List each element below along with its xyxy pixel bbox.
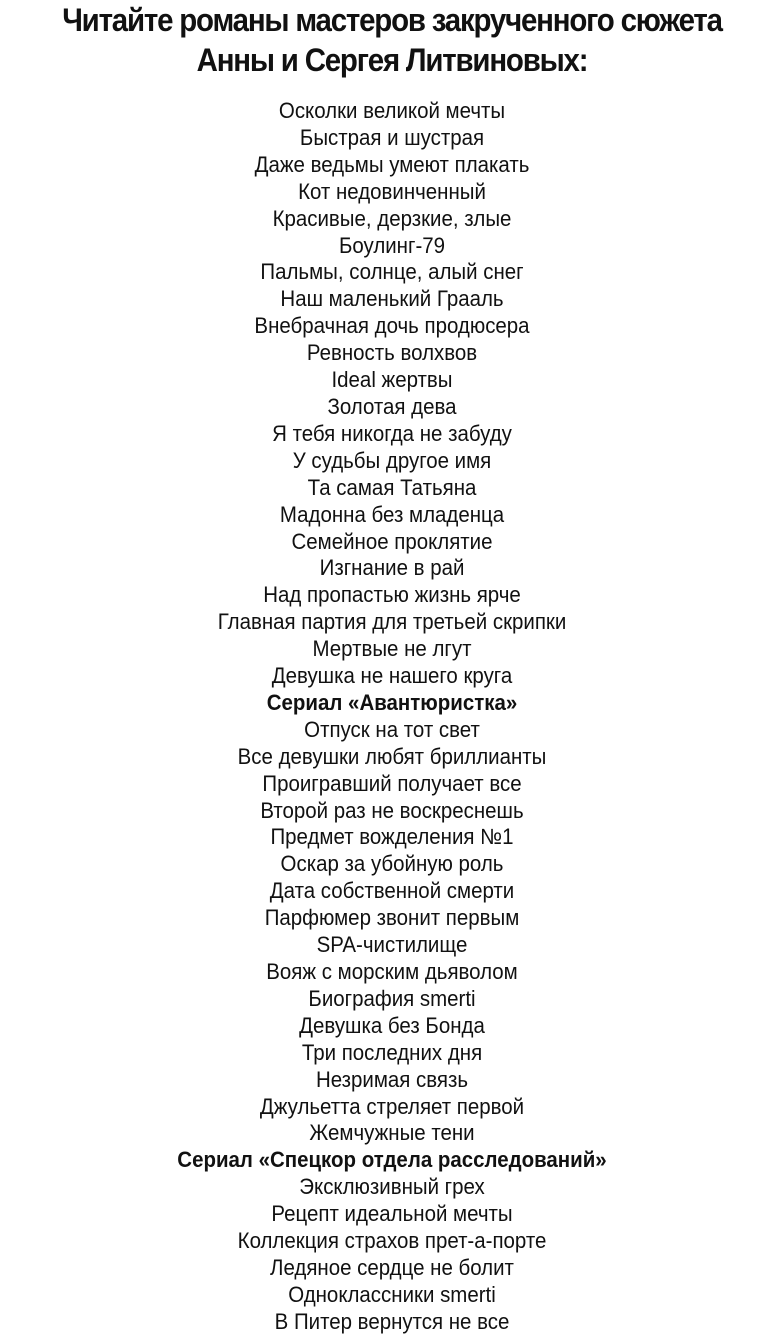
book-title: Три последних дня	[301, 1039, 483, 1065]
book-title: Ледяное сердце не болит	[270, 1254, 514, 1280]
book-title: Джульетта стреляет первой	[259, 1093, 525, 1119]
series-heading: Сериал «Авантюристка»	[266, 689, 518, 715]
book-title: Даже ведьмы умеют плакать	[254, 151, 530, 177]
book-title: У судьбы другое имя	[292, 447, 492, 473]
book-title-list	[0, 98, 784, 1336]
book-title: SPA-чистилище	[316, 932, 468, 958]
book-title: Эксклюзивный грех	[299, 1174, 485, 1200]
book-title: Красивые, дерзкие, злые	[272, 205, 512, 231]
heading-line-1: Читайте романы мастеров закрученного сюжета	[62, 2, 722, 38]
book-title: Ревность волхвов	[306, 340, 478, 366]
book-title: Одноклассники smerti	[288, 1281, 496, 1307]
book-title: Мертвые не лгут	[312, 636, 472, 662]
book-title: Главная партия для третьей скрипки	[217, 609, 567, 635]
book-title: Наш маленький Грааль	[280, 286, 504, 312]
heading-line-2: Анны и Сергея Литвиновых:	[196, 42, 588, 78]
book-title: Второй раз не воскреснешь	[260, 797, 524, 823]
book-title: Ideal жертвы	[331, 367, 453, 393]
book-title: Парфюмер звонит первым	[264, 905, 520, 931]
book-title: Пальмы, солнце, алый снег	[260, 259, 524, 285]
series-heading: Сериал «Спецкор отдела расследований»	[177, 1147, 607, 1173]
book-title: Осколки великой мечты	[278, 98, 506, 123]
book-title: Предмет вожделения №1	[270, 824, 514, 850]
book-title: Девушка без Бонда	[299, 1012, 485, 1038]
page-heading	[31, 0, 752, 80]
book-title: Проигравший получает все	[262, 770, 522, 796]
book-title: Внебрачная дочь продюсера	[254, 313, 530, 339]
book-title: Вояж с морским дьяволом	[266, 959, 518, 984]
book-title: Жемчужные тени	[309, 1120, 475, 1146]
book-title: Я тебя никогда не забуду	[272, 420, 512, 446]
book-title: Все девушки любят бриллианты	[237, 743, 547, 769]
book-title: Золотая дева	[327, 393, 457, 419]
book-title: Та самая Татьяна	[307, 474, 477, 500]
book-title: Отпуск на тот свет	[304, 716, 480, 742]
book-title: Коллекция страхов прет-а-порте	[237, 1228, 547, 1254]
book-title: Незримая связь	[315, 1066, 469, 1092]
book-title: Оскар за убойную роль	[280, 851, 504, 877]
book-title: Быстрая и шустрая	[299, 124, 485, 150]
book-title: Мадонна без младенца	[279, 501, 505, 527]
book-title: Биография smerti	[308, 985, 476, 1011]
book-title: Рецепт идеальной мечты	[271, 1201, 513, 1227]
book-title: Боулинг-79	[338, 232, 446, 258]
book-title: Над пропастью жизнь ярче	[263, 582, 521, 608]
book-title: В Питер вернутся не все	[274, 1308, 510, 1334]
book-title: Кот недовинченный	[298, 178, 486, 204]
book-title: Семейное проклятие	[291, 528, 493, 554]
book-title: Изгнание в рай	[319, 555, 465, 581]
book-title: Девушка не нашего круга	[271, 663, 513, 689]
book-title: Дата собственной смерти	[269, 878, 515, 904]
